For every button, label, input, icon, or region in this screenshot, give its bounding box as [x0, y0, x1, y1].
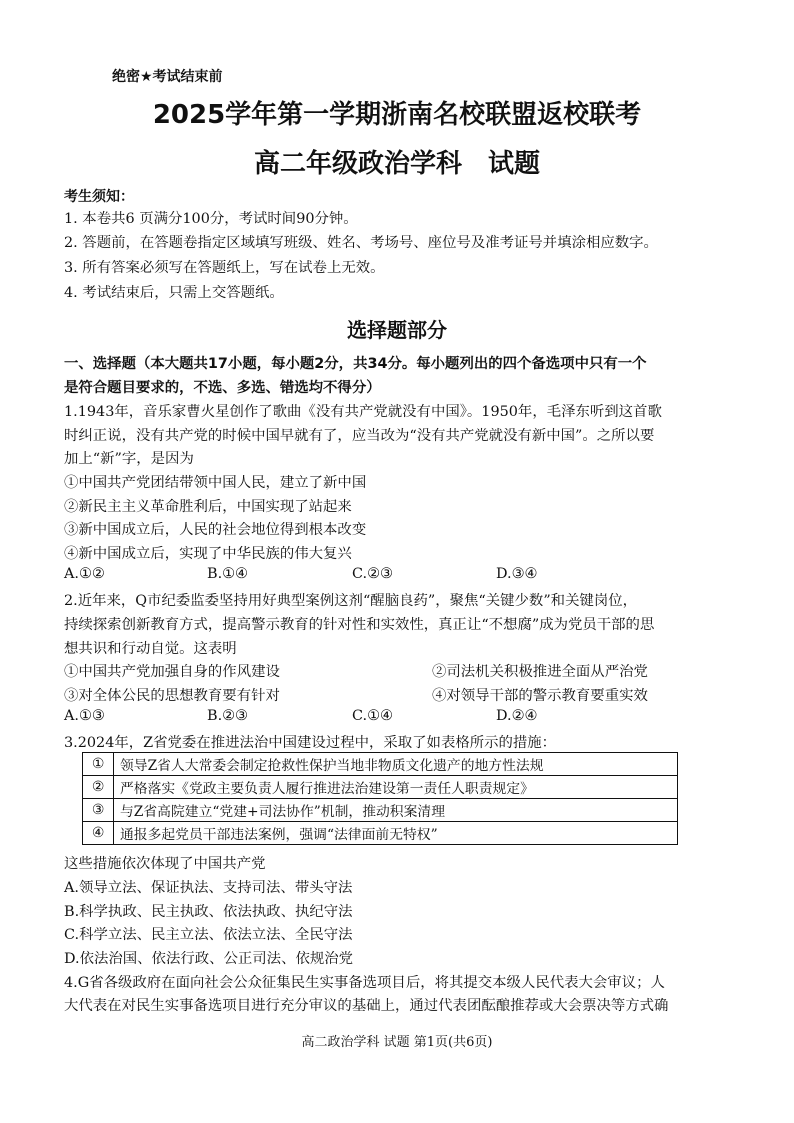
q2-stem: 想共识和行动自觉。这表明 — [64, 641, 237, 657]
q2-option-c: C.①④ — [352, 708, 393, 724]
q2-statement: ④对领导干部的警示教育要重实效 — [432, 688, 648, 704]
q1-stem: 1.1943年，音乐家曹火星创作了歌曲《没有共产党就没有中国》。1950年，毛泽东听到这首歌 — [64, 404, 662, 420]
section-intro: 一、选择题（本大题共17小题，每小题2分，共34分。每小题列出的四个备选项中只有一个 — [64, 356, 647, 372]
notice-item: 3. 所有答案必须写在答题纸上，写在试卷上无效。 — [64, 260, 385, 276]
q4-stem: 4.G省各级政府在面向社会公众征集民生实事备选项目后，将其提交本级人民代表大会审议；人 — [64, 975, 665, 991]
q2-statement: ③对全体公民的思想教育要有针对 — [64, 688, 280, 704]
table-cell-text: 领导Z省人大常委会制定抢救性保护当地非物质文化遗产的地方性法规 — [114, 753, 678, 776]
notice-item: 1. 本卷共6 页满分100分，考试时间90分钟。 — [64, 211, 358, 227]
table-row — [83, 776, 678, 799]
q2-option-b: B.②③ — [207, 708, 248, 724]
q2-statement: ②司法机关积极推进全面从严治党 — [432, 664, 648, 680]
q3-option-c: C.科学立法、民主立法、依法立法、全民守法 — [64, 927, 353, 943]
notice-heading: 考生须知： — [64, 189, 134, 205]
q1-statement: ③新中国成立后，人民的社会地位得到根本改变 — [64, 522, 367, 538]
table-cell-text: 通报多起党员干部违法案例，强调“法律面前无特权” — [114, 822, 678, 845]
q2-option-d: D.②④ — [496, 708, 538, 724]
table-row — [83, 799, 678, 822]
q3-option-a: A.领导立法、保证执法、支持司法、带头守法 — [64, 880, 353, 896]
table-row — [83, 753, 678, 776]
q1-option-c: C.②③ — [352, 566, 393, 582]
table-cell-text: 严格落实《党政主要负责人履行推进法治建设第一责任人职责规定》 — [114, 776, 678, 799]
q3-option-d: D.依法治国、依法行政、公正司法、依规治党 — [64, 951, 354, 967]
exam-subtitle: 高二年级政治学科 试题 — [253, 149, 540, 179]
q1-statement: ④新中国成立后，实现了中华民族的伟大复兴 — [64, 546, 352, 562]
q2-statement: ①中国共产党加强自身的作风建设 — [64, 664, 280, 680]
table-cell-num: ① — [83, 753, 114, 776]
q3-measures-table — [82, 752, 678, 845]
q2-stem: 持续探索创新教育方式，提高警示教育的针对性和实效性，真正让“不想腐”成为党员干部的思 — [64, 617, 655, 633]
confidential-label: 绝密★考试结束前 — [112, 69, 223, 85]
q2-option-a: A.①③ — [64, 708, 105, 724]
table-row — [83, 822, 678, 845]
q3-question: 这些措施依次体现了中国共产党 — [64, 856, 266, 872]
q1-stem: 加上“新”字，是因为 — [64, 451, 194, 467]
q1-option-d: D.③④ — [496, 566, 538, 582]
section-intro: 是符合题目要求的，不选、多选、错选均不得分） — [64, 380, 381, 396]
section-title: 选择题部分 — [347, 318, 447, 342]
q1-statement: ①中国共产党团结带领中国人民，建立了新中国 — [64, 475, 367, 491]
q2-stem: 2.近年来，Q市纪委监委坚持用好典型案例这剂“醒脑良药”，聚焦“关键少数”和关键岗位， — [64, 593, 638, 609]
q3-option-b: B.科学执政、民主执政、依法执政、执纪守法 — [64, 904, 353, 920]
table-cell-text: 与Z省高院建立“党建+司法协作”机制，推动积案清理 — [114, 799, 678, 822]
table-cell-num: ③ — [83, 799, 114, 822]
q4-stem: 大代表在对民生实事备选项目进行充分审议的基础上，通过代表团酝酿推荐或大会票决等方式确 — [64, 998, 669, 1014]
q1-statement: ②新民主主义革命胜利后，中国实现了站起来 — [64, 499, 352, 515]
q1-option-a: A.①② — [64, 566, 105, 582]
page-footer: 高二政治学科 试题 第1页(共6页) — [301, 1035, 493, 1050]
q3-stem: 3.2024年，Z省党委在推进法治中国建设过程中，采取了如表格所示的措施： — [64, 735, 557, 751]
notice-item: 4. 考试结束后，只需上交答题纸。 — [64, 285, 284, 301]
table-cell-num: ② — [83, 776, 114, 799]
table-cell-num: ④ — [83, 822, 114, 845]
q1-stem: 时纠正说，没有共产党的时候中国早就有了，应当改为“没有共产党就没有新中国”。之所以要 — [64, 428, 655, 444]
exam-title: 2025学年第一学期浙南名校联盟返校联考 — [152, 100, 642, 130]
q1-option-b: B.①④ — [207, 566, 248, 582]
notice-item: 2. 答题前，在答题卷指定区域填写班级、姓名、考场号、座位号及准考证号并填涂相应数字。 — [64, 235, 658, 251]
